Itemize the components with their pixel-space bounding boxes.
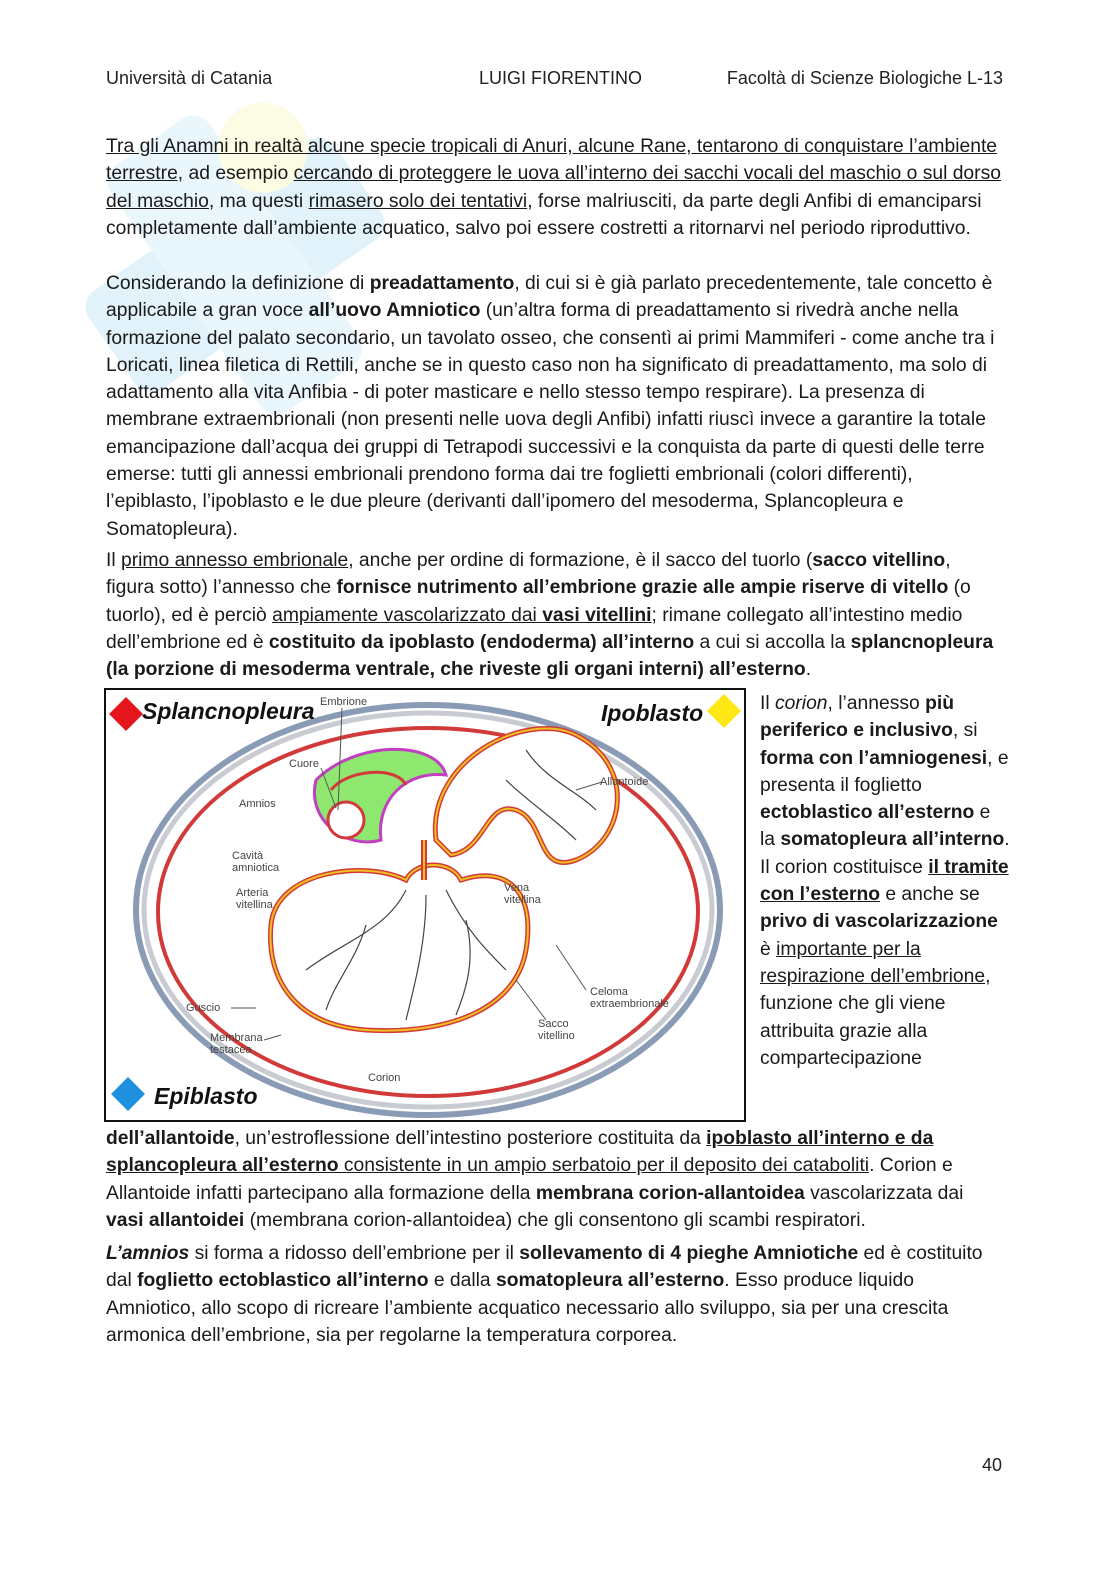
label-sacco-vitellino: Sacco vitellino [538, 1018, 575, 1042]
egg-diagram [106, 690, 746, 1122]
label-celoma-extraembrionale: Celoma extraembrionale [590, 986, 669, 1010]
label-guscio: Guscio [186, 1002, 221, 1014]
paragraph-corion: Il corion, l’annesso più periferico e inclusivo, si forma con l’amniogenesi, e presenta il foglietto ectoblastico all’esterno e la somatopleura all’interno. Il corion costituisce il tramite con l’esterno e anche se privo di vascolarizzazione è importante per la respirazione dell’embrione, funzione che gli viene attribuita grazie alla compartecipazione [760, 693, 1010, 1069]
label-arteria-vitellina: Arteria vitellina [236, 887, 273, 911]
header-university: Università di Catania [106, 68, 273, 88]
label-allantoide: Allantoide [600, 776, 649, 788]
figure-label-ipoblasto: Ipoblasto [601, 700, 704, 726]
paragraph-allantoide: dell’allantoide, un’estroflessione dell’intestino posteriore costituita da ipoblasto all’interno e da splancopleura all’esterno consistente in un ampio serbatoio per il deposito dei cataboliti. Corion e Allantoide infatti partecipano alla formazione della membrana corion-allantoidea vascolarizzata dai vasi allantoidei (membrana corion-allantoidea) che gli consentono gli scambi respiratori. [106, 1128, 964, 1231]
paragraph-amnios: L’amnios si forma a ridosso dell’embrione per il sollevamento di 4 pieghe Amniotiche ed è costituito dal foglietto ectoblastico all’interno e dalla somatopleura all’esterno. Esso produce liquido Amniotico, allo scopo di ricreare l’ambiente acquatico necessario allo sviluppo, sia per una crescita armonica dell’embrione, sia per regolarne la temperatura corporea. [106, 1243, 983, 1346]
header-faculty: Facoltà di Scienze Biologiche L-13 [726, 68, 1003, 88]
page-header [106, 68, 1003, 92]
amniotic-egg-figure [104, 688, 746, 1122]
figure-label-epiblasto: Epiblasto [154, 1083, 258, 1109]
figure-label-splancnopleura: Splancnopleura [142, 698, 315, 724]
header-author: LUIGI FIORENTINO [479, 68, 643, 88]
label-cavita-amniotica: Cavità amniotica [232, 850, 280, 874]
label-membrana-testacea: Membrana testacea [210, 1032, 263, 1056]
paragraph-sacco-vitellino: Il primo annesso embrionale, anche per ordine di formazione, è il sacco del tuorlo (sacco vitellino, figura sotto) l’annesso che fornisce nutrimento all’embrione grazie alle ampie riserve di vitello (o tuorlo), ed è perciò ampiamente vascolarizzato dai vasi vitellini; rimane collegato all’intestino medio dell’embrione ed è costituito da ipoblasto (endoderma) all’interno a cui si accolla la splancnopleura (la porzione di mesoderma ventrale, che riveste gli organi interni) all’esterno. [106, 550, 994, 681]
label-vena-vitellina: Vena vitellina [504, 882, 541, 906]
page-number: 40 [982, 1455, 1003, 1475]
label-corion: Corion [368, 1072, 401, 1084]
paragraph-anamni: Tra gli Anamni in realtà alcune specie tropicali di Anuri, alcune Rane, tentarono di conquistare l’ambiente terrestre, ad esempio cercando di proteggere le uova all’interno dei sacchi vocali del maschio o sul dorso del maschio, ma questi rimasero solo dei tentativi, forse malriusciti, da parte degli Anfibi di emanciparsi completamente dall’ambiente acquatico, salvo poi essere costretti a ritornarvi nel periodo riproduttivo. [106, 136, 1001, 239]
label-amnios: Amnios [239, 798, 276, 810]
label-cuore: Cuore [289, 758, 319, 770]
paragraph-preadattamento: Considerando la definizione di preadattamento, di cui si è già parlato precedentemente, tale concetto è applicabile a gran voce all’uovo Amniotico (un’altra forma di preadattamento si rivedrà anche nella formazione del palato secondario, un tavolato osseo, che consentì ai primi Mammiferi - come anche tra i Loricati, linea filetica di Rettili, anche se in questo caso non ha significato di preadattamento, ma solo di adattamento alla vita Anfibia - di poter masticare e nello stesso tempo respirare). La presenza di membrane extraembrionali (non presenti nelle uova degli Anfibi) infatti riuscì invece a garantire la totale emancipazione dall’acqua dei gruppi di Tetrapodi successivi e la conquista da parte di questi delle terre emerse: tutti gli annessi embrionali prendono forma dai tre foglietti embrionali (colori differenti), l’epiblasto, l’ipoblasto e le due pleure (derivanti dall’ipomero del mesoderma, Splancopleura e Somatopleura). [106, 273, 995, 540]
label-embrione: Embrione [320, 696, 368, 708]
